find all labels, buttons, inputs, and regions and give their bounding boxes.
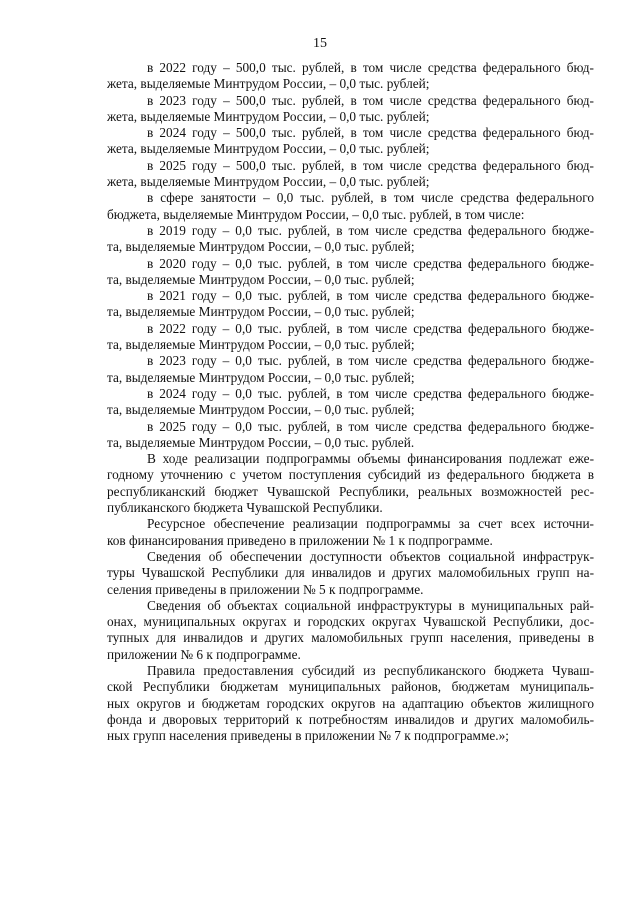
- text-line: жета, выделяемые Минтрудом России, – 0,0 тыс. рублей;: [107, 76, 430, 92]
- text-line: бюджета, выделяемые Минтрудом России, – 0,0 тыс. рублей, в том числе:: [107, 206, 525, 222]
- text-line: Ресурсное обеспечение реализации подпрограммы за счет всех источни-: [147, 516, 594, 532]
- text-line: онах, муниципальных округах и городских округах Чувашской Республики, дос-: [107, 614, 594, 630]
- text-line: в 2019 году – 0,0 тыс. рублей, в том числе средства федерального бюдже-: [147, 222, 594, 238]
- paragraph: [107, 386, 594, 419]
- paragraph: [107, 663, 594, 744]
- text-line: ской Республики бюджетам муниципальных районов, бюджетам муниципаль-: [107, 679, 594, 695]
- text-line: в 2025 году – 500,0 тыс. рублей, в том числе средства федерального бюд-: [147, 157, 594, 173]
- text-line: В ходе реализации подпрограммы объемы финансирования подлежат еже-: [147, 451, 594, 467]
- text-line: в 2025 году – 0,0 тыс. рублей, в том числе средства федерального бюдже-: [147, 418, 594, 434]
- text-line: селения приведены в приложении № 5 к подпрограмме.: [107, 581, 424, 597]
- paragraph: [107, 321, 594, 354]
- paragraph: [107, 93, 594, 126]
- paragraph: [107, 419, 594, 452]
- text-line: Сведения об объектах социальной инфраструктуры в муниципальных рай-: [147, 597, 594, 613]
- text-line: в 2024 году – 0,0 тыс. рублей, в том числе средства федерального бюдже-: [147, 385, 594, 401]
- text-line: та, выделяемые Минтрудом России, – 0,0 тыс. рублей;: [107, 239, 415, 255]
- paragraph: [107, 60, 594, 93]
- paragraph: [107, 516, 594, 549]
- text-line: публиканского бюджета Чувашской Республики.: [107, 500, 383, 516]
- text-line: жета, выделяемые Минтрудом России, – 0,0 тыс. рублей;: [107, 174, 430, 190]
- paragraph: [107, 451, 594, 516]
- text-line: та, выделяемые Минтрудом России, – 0,0 тыс. рублей;: [107, 369, 415, 385]
- text-line: ных групп населения приведены в приложении № 7 к подпрограмме.»;: [107, 728, 509, 744]
- text-line: та, выделяемые Минтрудом России, – 0,0 тыс. рублей;: [107, 402, 415, 418]
- text-line: годному уточнению с учетом поступления субсидий из федерального бюджета в: [107, 467, 594, 483]
- text-line: та, выделяемые Минтрудом России, – 0,0 тыс. рублей.: [107, 434, 415, 450]
- text-line: в 2024 году – 500,0 тыс. рублей, в том числе средства федерального бюд-: [147, 125, 594, 141]
- page-number: 15: [313, 36, 327, 51]
- text-line: фонда и дворовых территорий к потребностям инвалидов и других маломобиль-: [107, 711, 594, 727]
- text-line: в 2022 году – 500,0 тыс. рублей, в том числе средства федерального бюд-: [147, 60, 594, 75]
- text-line: в 2023 году – 500,0 тыс. рублей, в том числе средства федерального бюд-: [147, 92, 594, 108]
- paragraph: [107, 288, 594, 321]
- paragraph: [107, 598, 594, 663]
- paragraph: [107, 256, 594, 289]
- text-line: жета, выделяемые Минтрудом России, – 0,0 тыс. рублей;: [107, 108, 430, 124]
- paragraph: [107, 549, 594, 598]
- document-body: [107, 60, 594, 744]
- paragraph: [107, 223, 594, 256]
- text-line: приложении № 6 к подпрограмме.: [107, 646, 301, 662]
- text-line: Правила предоставления субсидий из республиканского бюджета Чуваш-: [147, 662, 594, 678]
- text-line: тупных для инвалидов и других маломобильных групп населения, приведены в: [107, 630, 594, 646]
- text-line: та, выделяемые Минтрудом России, – 0,0 тыс. рублей;: [107, 304, 415, 320]
- text-line: туры Чувашской Республики для инвалидов и других маломобильных групп на-: [107, 565, 594, 581]
- text-line: в 2021 году – 0,0 тыс. рублей, в том числе средства федерального бюдже-: [147, 288, 594, 304]
- text-line: в 2023 году – 0,0 тыс. рублей, в том числе средства федерального бюдже-: [147, 353, 594, 369]
- paragraph: [107, 353, 594, 386]
- text-line: в 2022 году – 0,0 тыс. рублей, в том числе средства федерального бюдже-: [147, 320, 594, 336]
- text-line: ных округов и бюджетам городских округов на адаптацию объектов жилищного: [107, 695, 594, 711]
- text-line: Сведения об обеспечении доступности объектов социальной инфраструк-: [147, 548, 594, 564]
- paragraph: [107, 190, 594, 223]
- text-line: в 2020 году – 0,0 тыс. рублей, в том числе средства федерального бюдже-: [147, 255, 594, 271]
- text-line: ков финансирования приведено в приложении № 1 к подпрограмме.: [107, 532, 493, 548]
- paragraph: [107, 125, 594, 158]
- text-line: республиканский бюджет Чувашской Республики, реальных возможностей рес-: [107, 483, 594, 499]
- text-line: жета, выделяемые Минтрудом России, – 0,0 тыс. рублей;: [107, 141, 430, 157]
- paragraph: [107, 158, 594, 191]
- text-line: та, выделяемые Минтрудом России, – 0,0 тыс. рублей;: [107, 337, 415, 353]
- text-line: в сфере занятости – 0,0 тыс. рублей, в том числе средства федерального: [147, 190, 594, 206]
- text-line: та, выделяемые Минтрудом России, – 0,0 тыс. рублей;: [107, 271, 415, 287]
